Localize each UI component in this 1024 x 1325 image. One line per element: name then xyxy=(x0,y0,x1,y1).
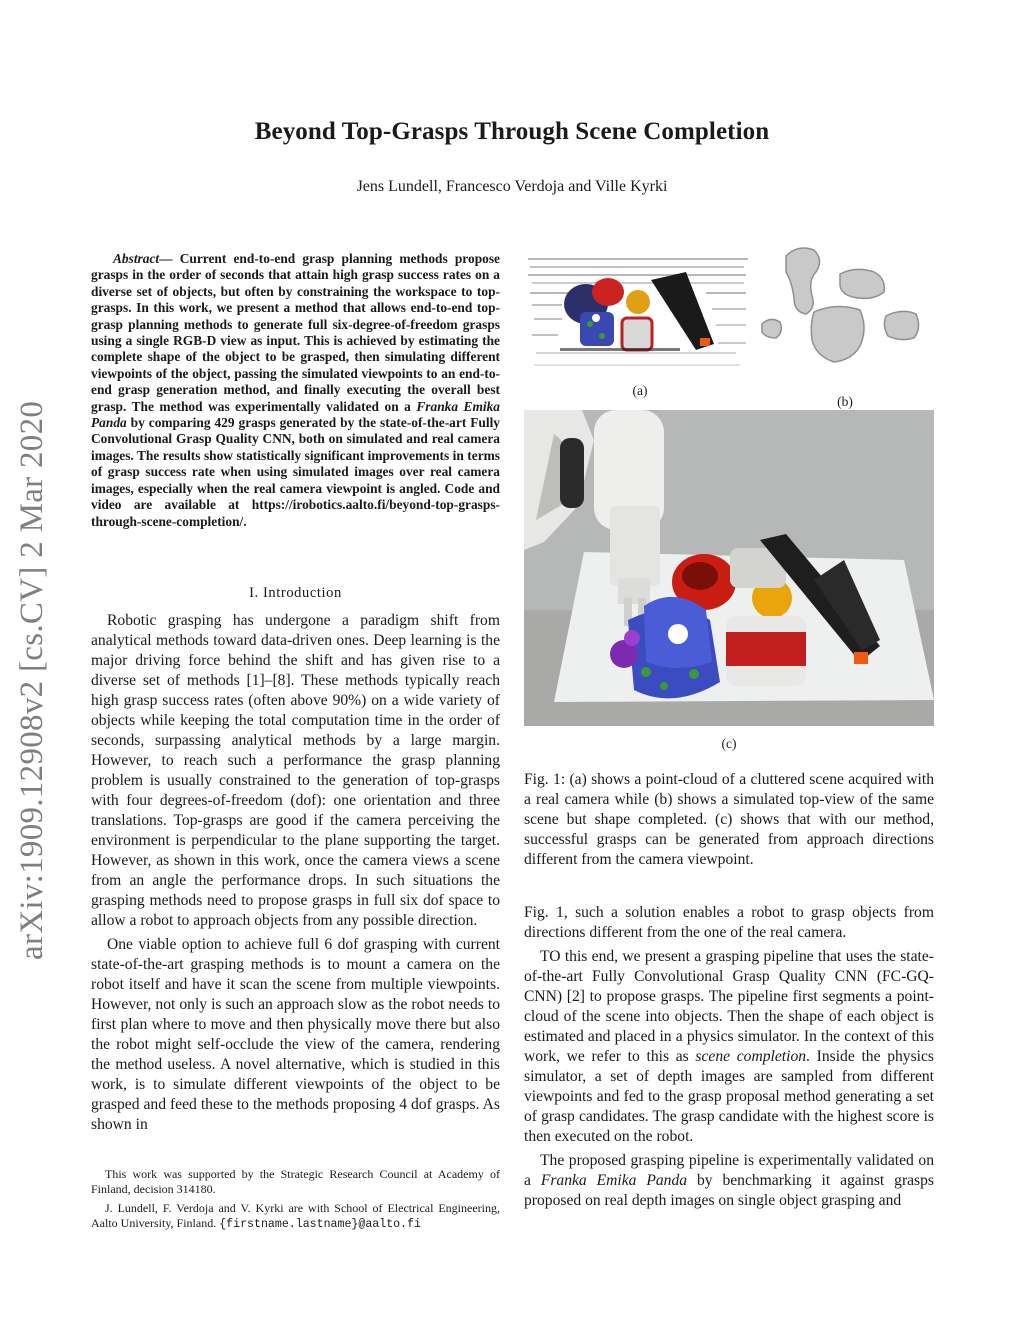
robot-grasp-photo xyxy=(524,410,934,726)
mesh-cup xyxy=(840,269,884,298)
abstract-text: — Current end-to-end grasp planning methods propose grasps in the order of seconds that attain high grasp success rates on a diverse set of objects, but often by constraining the workspace to top-grasps. In this work, we present a method that allows end-to-end top-grasp planning methods to generate full six-degree-of-freedom grasps using a single RGB-D view as input. This is achieved by estimating the complete shape of the object to be grasped, then simulating different viewpoints of the object, passing the simulated viewpoints to an end-to-end grasp generation method, and finally executing the overall best grasp. The method was experimentally validated on a xyxy=(91,251,500,414)
arxiv-sidebar xyxy=(0,40,70,1280)
point-cloud-yellow-ball xyxy=(626,290,650,314)
abstract xyxy=(91,251,500,530)
introduction-body xyxy=(91,611,500,1135)
figure-1b-shape-completion xyxy=(756,242,934,382)
footnote-affiliation xyxy=(91,1201,500,1232)
figure-1c-robot-photo xyxy=(524,410,934,726)
right-column-body xyxy=(524,903,934,1211)
intro-paragraph-1: Robotic grasping has undergone a paradigm shift from analytical methods toward data-driven ones. Deep learning is the major driving force behind the shift and has given rise to a diverse set of methods [1]–[8]. These methods typically reach high grasp success rates (often above 90%) on a wide variety of objects while keeping the total computation time in the order of seconds, surpassing analytical methods by a large margin. However, to reach such a performance the grasp planning problem is usually constrained to the generation of top-grasps with four degrees-of-freedom (dof): one orientation and three translations. Top-grasps are good if the camera perceiving the environment is perpendicular to the plane supporting the target. However, as shown in this work, once the camera views a scene from an angle the performance drops. In such situations the grasping methods need to propose grasps in full six dof space to allow a robot to approach objects from any possible direction. xyxy=(91,612,500,929)
arxiv-identifier: arXiv:1909.12908v2 [cs.CV] 2 Mar 2020 xyxy=(14,400,50,960)
right-paragraph-3-b: by benchmarking it against grasps proposed on real depth images on single object grasping and xyxy=(524,1172,934,1209)
point-cloud-image xyxy=(526,252,750,376)
figure-1a-point-cloud xyxy=(526,252,750,376)
figure-1-caption: Fig. 1: (a) shows a point-cloud of a cluttered scene acquired with a real camera while (b) shows a simulated top-view of the same scene but shape completed. (c) shows that with our method, successful grasps can be generated from approach directions different from the camera viewpoint. xyxy=(524,771,934,868)
author-list: Jens Lundell, Francesco Verdoja and Ville Kyrki xyxy=(356,178,668,195)
point-cloud-can xyxy=(622,318,652,350)
completed-meshes-image xyxy=(756,242,934,382)
right-paragraph-3 xyxy=(524,1151,934,1211)
right-paragraph-1: Fig. 1, such a solution enables a robot to grasp objects from directions different from the one of the real camera. xyxy=(524,904,934,941)
abstract-lead: Abstract xyxy=(113,251,160,266)
right-paragraph-2-a: TO this end, we present a grasping pipeline that uses the state-of-the-art Fully Convolutional Grasp Quality CNN (FC-GQ-CNN) [2] to propose grasps. The pipeline first segments a point-cloud of the scene into objects. Then the shape of each object is estimated and placed in a physics simulator. In the context of this work, we refer to this as xyxy=(524,948,934,1065)
footnote-affiliation-text: J. Lundell, F. Verdoja and V. Kyrki are with School of Electrical Engineering, Aalto University, Finland. xyxy=(91,1201,500,1230)
intro-paragraph-2: One viable option to achieve full 6 dof grasping with current state-of-the-art grasping methods is to mount a camera on the robot itself and have it scan the scene from multiple viewpoints. However, not only is such an approach slow as the robot needs to first plan where to move and then physically move there but also the robot might self-occlude the view of the camera, rendering the method useless. A novel alternative, which is studied in this work, is to simulate different viewpoints of the object to be grasped and feed these to the methods proposing 4 dof grasps. As shown in xyxy=(91,936,500,1133)
mesh-ball xyxy=(762,319,781,338)
figure-1b-label: (b) xyxy=(837,394,853,409)
footnotes xyxy=(91,1167,500,1232)
right-paragraph-2-em: scene completion xyxy=(695,1048,807,1065)
right-paragraph-3-a: The proposed grasping pipeline is experimentally validated on a xyxy=(524,1152,934,1189)
figure-1c-label: (c) xyxy=(721,736,737,751)
footnote-funding: This work was supported by the Strategic Research Council at Academy of Finland, decision 314180. xyxy=(91,1167,500,1196)
right-paragraph-2 xyxy=(524,947,934,1147)
paper-title: Beyond Top-Grasps Through Scene Completion xyxy=(254,118,770,145)
abstract-text-after: by comparing 429 grasps generated by the state-of-the-art Fully Convolutional Grasp Quality CNN, both on simulated and real camera images. The results show statistically significant improvements in terms of grasp success rate when using simulated images over real camera images, especially when the real camera viewpoint is angled. Code and video are available at https://irobotics.aalto.fi/beyond-top-grasps-through-scene-completion/. xyxy=(91,415,500,529)
footnote-email: {firstname.lastname}@aalto.fi xyxy=(219,1218,421,1231)
figure-1a-label: (a) xyxy=(632,383,648,398)
right-paragraph-2-b: . Inside the physics simulator, a set of depth images are sampled from different viewpoints and fed to the grasp proposal method generating a set of grasp candidates. The grasp candidate with the highest score is then executed on the robot. xyxy=(524,1048,934,1145)
section-heading-introduction: I. Introduction xyxy=(249,585,342,601)
right-paragraph-3-em: Franka Emika Panda xyxy=(540,1172,688,1189)
abstract-robot-name: Franka Emika Panda xyxy=(91,398,500,431)
point-cloud-red-cup xyxy=(592,278,624,306)
mesh-can xyxy=(884,311,918,339)
